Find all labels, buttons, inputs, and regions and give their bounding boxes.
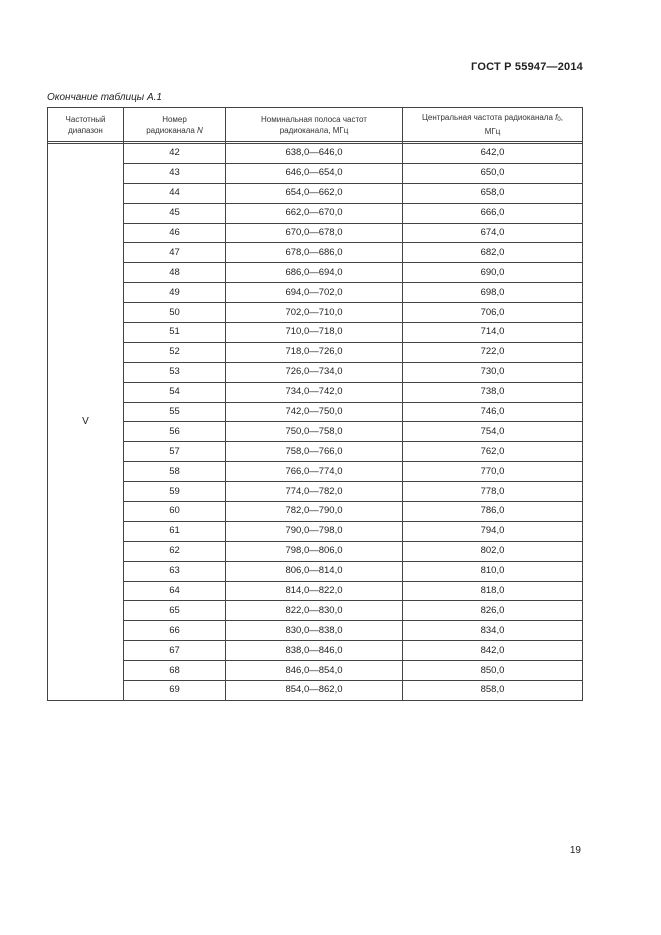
center-frequency-cell: 842,0 bbox=[403, 641, 583, 661]
channel-number-cell: 68 bbox=[124, 661, 226, 681]
nominal-band-cell: 806,0—814,0 bbox=[226, 561, 403, 581]
center-frequency-cell: 682,0 bbox=[403, 243, 583, 263]
center-frequency-cell: 770,0 bbox=[403, 462, 583, 482]
document-standard-header: ГОСТ Р 55947—2014 bbox=[471, 61, 583, 73]
channel-number-cell: 63 bbox=[124, 561, 226, 581]
column-header-range-line2: радиоканала, МГц bbox=[279, 125, 349, 135]
table-row bbox=[48, 422, 583, 442]
channel-number-cell: 43 bbox=[124, 163, 226, 183]
table-row bbox=[48, 462, 583, 482]
column-header-nominal-band bbox=[226, 108, 403, 142]
channel-number-cell: 51 bbox=[124, 323, 226, 343]
nominal-band-cell: 686,0—694,0 bbox=[226, 263, 403, 283]
center-frequency-cell: 642,0 bbox=[403, 144, 583, 164]
column-header-center-line1: Центральная частота радиоканала bbox=[422, 113, 553, 122]
table-row bbox=[48, 283, 583, 303]
table-row bbox=[48, 342, 583, 362]
nominal-band-cell: 718,0—726,0 bbox=[226, 342, 403, 362]
channel-number-cell: 64 bbox=[124, 581, 226, 601]
table-row bbox=[48, 323, 583, 343]
nominal-band-cell: 678,0—686,0 bbox=[226, 243, 403, 263]
channel-number-cell: 62 bbox=[124, 541, 226, 561]
center-frequency-cell: 714,0 bbox=[403, 323, 583, 343]
center-frequency-cell: 794,0 bbox=[403, 521, 583, 541]
center-frequency-cell: 666,0 bbox=[403, 203, 583, 223]
center-frequency-cell: 810,0 bbox=[403, 561, 583, 581]
nominal-band-cell: 766,0—774,0 bbox=[226, 462, 403, 482]
center-frequency-cell: 730,0 bbox=[403, 362, 583, 382]
column-header-center-line2: МГц bbox=[484, 127, 501, 136]
nominal-band-cell: 854,0—862,0 bbox=[226, 681, 403, 701]
nominal-band-cell: 822,0—830,0 bbox=[226, 601, 403, 621]
table-row bbox=[48, 601, 583, 621]
column-header-num-line2: радиоканала bbox=[146, 125, 195, 135]
table-row bbox=[48, 482, 583, 502]
center-frequency-cell: 818,0 bbox=[403, 581, 583, 601]
table-row bbox=[48, 502, 583, 522]
table-row bbox=[48, 144, 583, 164]
center-frequency-cell: 706,0 bbox=[403, 303, 583, 323]
center-frequency-cell: 738,0 bbox=[403, 382, 583, 402]
column-header-band-line2: диапазон bbox=[68, 125, 103, 135]
center-frequency-cell: 786,0 bbox=[403, 502, 583, 522]
center-frequency-cell: 802,0 bbox=[403, 541, 583, 561]
column-header-center-frequency: Центральная частота радиоканала $f_0$, МГц bbox=[403, 108, 583, 142]
channel-number-cell: 56 bbox=[124, 422, 226, 442]
channel-number-cell: 67 bbox=[124, 641, 226, 661]
center-frequency-cell: 658,0 bbox=[403, 183, 583, 203]
channel-number-cell: 45 bbox=[124, 203, 226, 223]
table-row bbox=[48, 303, 583, 323]
channel-number-cell: 53 bbox=[124, 362, 226, 382]
table-row bbox=[48, 641, 583, 661]
nominal-band-cell: 758,0—766,0 bbox=[226, 442, 403, 462]
channel-number-cell: 58 bbox=[124, 462, 226, 482]
center-frequency-cell: 778,0 bbox=[403, 482, 583, 502]
center-frequency-cell: 754,0 bbox=[403, 422, 583, 442]
table-header bbox=[48, 108, 583, 144]
table-row bbox=[48, 223, 583, 243]
nominal-band-cell: 742,0—750,0 bbox=[226, 402, 403, 422]
center-frequency-cell: 826,0 bbox=[403, 601, 583, 621]
channel-number-cell: 47 bbox=[124, 243, 226, 263]
table-row bbox=[48, 442, 583, 462]
channel-number-cell: 42 bbox=[124, 144, 226, 164]
center-frequency-cell: 698,0 bbox=[403, 283, 583, 303]
channel-number-cell: 50 bbox=[124, 303, 226, 323]
center-frequency-cell: 858,0 bbox=[403, 681, 583, 701]
nominal-band-cell: 838,0—846,0 bbox=[226, 641, 403, 661]
table-row bbox=[48, 521, 583, 541]
frequency-table bbox=[47, 107, 583, 701]
center-frequency-cell: 746,0 bbox=[403, 402, 583, 422]
center-frequency-cell: 762,0 bbox=[403, 442, 583, 462]
nominal-band-cell: 750,0—758,0 bbox=[226, 422, 403, 442]
nominal-band-cell: 798,0—806,0 bbox=[226, 541, 403, 561]
table-row bbox=[48, 263, 583, 283]
channel-number-cell: 66 bbox=[124, 621, 226, 641]
table-row bbox=[48, 541, 583, 561]
table-body bbox=[48, 144, 583, 701]
nominal-band-cell: 638,0—646,0 bbox=[226, 144, 403, 164]
channel-number-cell: 69 bbox=[124, 681, 226, 701]
nominal-band-cell: 726,0—734,0 bbox=[226, 362, 403, 382]
nominal-band-cell: 702,0—710,0 bbox=[226, 303, 403, 323]
nominal-band-cell: 694,0—702,0 bbox=[226, 283, 403, 303]
channel-number-cell: 54 bbox=[124, 382, 226, 402]
nominal-band-cell: 662,0—670,0 bbox=[226, 203, 403, 223]
table-row bbox=[48, 402, 583, 422]
column-header-band bbox=[48, 108, 124, 142]
center-frequency-cell: 674,0 bbox=[403, 223, 583, 243]
table-row bbox=[48, 183, 583, 203]
table-row bbox=[48, 382, 583, 402]
frequency-band-cell: V bbox=[48, 144, 124, 701]
channel-number-cell: 65 bbox=[124, 601, 226, 621]
nominal-band-cell: 646,0—654,0 bbox=[226, 163, 403, 183]
channel-number-cell: 49 bbox=[124, 283, 226, 303]
table-row bbox=[48, 561, 583, 581]
table-row bbox=[48, 362, 583, 382]
center-frequency-cell: 722,0 bbox=[403, 342, 583, 362]
table-row bbox=[48, 581, 583, 601]
column-header-range-line1: Номинальная полоса частот bbox=[261, 114, 367, 124]
nominal-band-cell: 654,0—662,0 bbox=[226, 183, 403, 203]
nominal-band-cell: 830,0—838,0 bbox=[226, 621, 403, 641]
table-caption: Окончание таблицы А.1 bbox=[47, 92, 162, 103]
channel-number-cell: 59 bbox=[124, 482, 226, 502]
center-frequency-cell: 690,0 bbox=[403, 263, 583, 283]
column-header-channel-number bbox=[124, 108, 226, 142]
channel-number-cell: 61 bbox=[124, 521, 226, 541]
nominal-band-cell: 710,0—718,0 bbox=[226, 323, 403, 343]
table-row bbox=[48, 621, 583, 641]
channel-number-cell: 44 bbox=[124, 183, 226, 203]
center-frequency-cell: 650,0 bbox=[403, 163, 583, 183]
table-row bbox=[48, 681, 583, 701]
channel-number-cell: 60 bbox=[124, 502, 226, 522]
channel-number-cell: 57 bbox=[124, 442, 226, 462]
channel-number-cell: 55 bbox=[124, 402, 226, 422]
channel-number-cell: 48 bbox=[124, 263, 226, 283]
table-row bbox=[48, 661, 583, 681]
nominal-band-cell: 782,0—790,0 bbox=[226, 502, 403, 522]
nominal-band-cell: 814,0—822,0 bbox=[226, 581, 403, 601]
table-row bbox=[48, 163, 583, 183]
channel-number-cell: 52 bbox=[124, 342, 226, 362]
center-frequency-cell: 834,0 bbox=[403, 621, 583, 641]
page-number: 19 bbox=[569, 845, 581, 856]
column-header-num-line1: Номер bbox=[162, 114, 187, 124]
column-header-num-symbol: N bbox=[197, 125, 203, 135]
nominal-band-cell: 790,0—798,0 bbox=[226, 521, 403, 541]
table-row bbox=[48, 203, 583, 223]
column-header-center-symbol: f bbox=[555, 113, 558, 122]
nominal-band-cell: 734,0—742,0 bbox=[226, 382, 403, 402]
center-frequency-cell: 850,0 bbox=[403, 661, 583, 681]
channel-number-cell: 46 bbox=[124, 223, 226, 243]
nominal-band-cell: 670,0—678,0 bbox=[226, 223, 403, 243]
nominal-band-cell: 846,0—854,0 bbox=[226, 661, 403, 681]
table-row bbox=[48, 243, 583, 263]
nominal-band-cell: 774,0—782,0 bbox=[226, 482, 403, 502]
column-header-band-line1: Частотный bbox=[65, 114, 106, 124]
column-header-center-subscript: 0 bbox=[557, 117, 561, 123]
